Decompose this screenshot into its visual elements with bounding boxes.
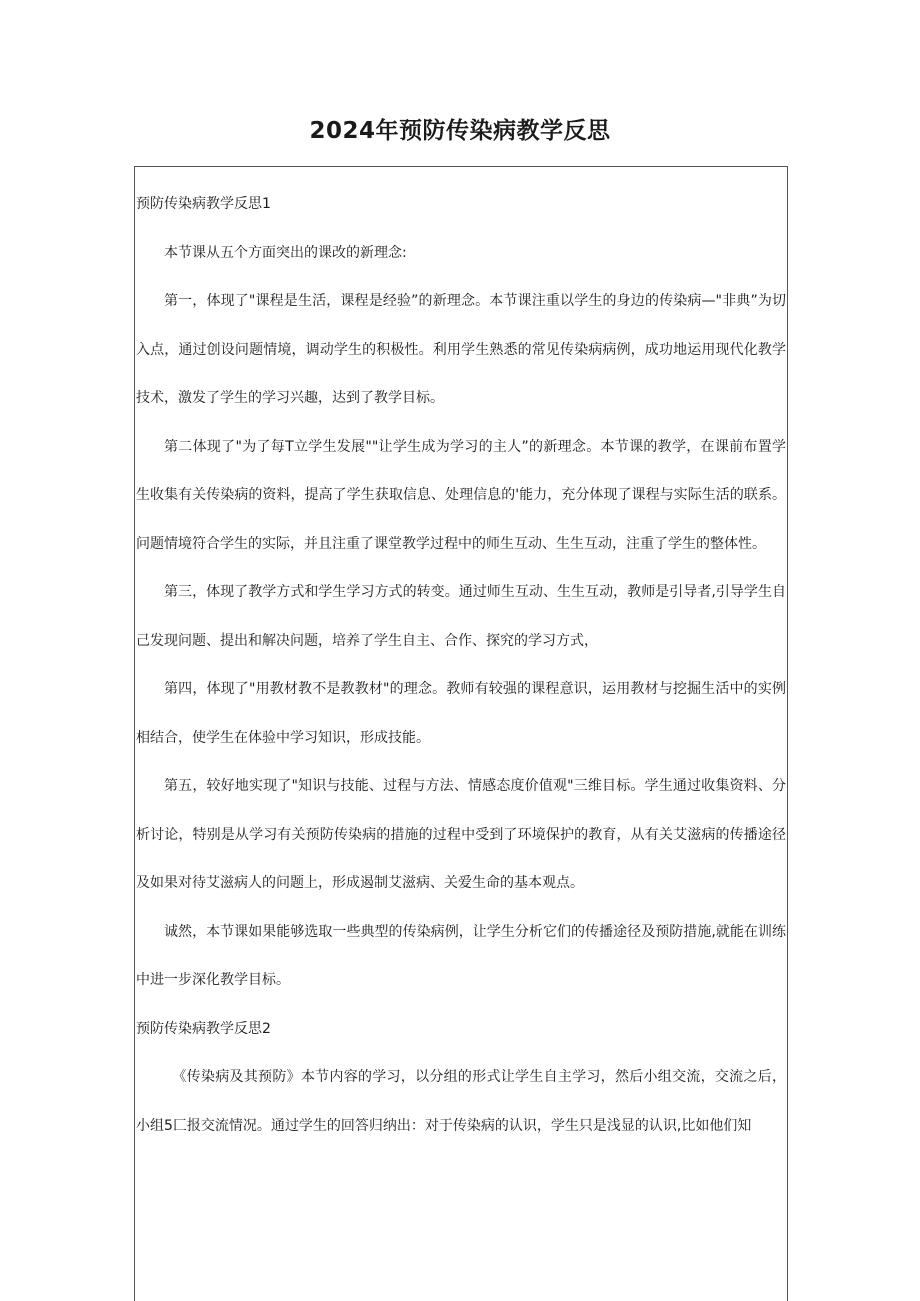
paragraph: 《传染病及其预防》本节内容的学习，以分组的形式让学生自主学习，然后小组交流，交流之后，小组5匚报交流情况。通过学生的回答归纳出：对于传染病的认识，学生只是浅显的认识,比如他们知: [136, 1069, 786, 1134]
paragraph: 本节课从五个方面突出的课改的新理念:: [164, 244, 407, 261]
paragraph: 诚然，本节课如果能够选取一些典型的传染病例，让学生分析它们的传播途径及预防措施,就能在训练中进一步深化教学目标。: [136, 923, 786, 988]
paragraph: 第三，体现了教学方式和学生学习方式的转变。通过师生互动、生生互动，教师是引导者,引导学生自己发现问题、提出和解决问题，培养了学生自主、合作、探究的学习方式，: [136, 584, 786, 649]
section-heading: 预防传染病教学反思1: [136, 196, 271, 212]
section-heading: 预防传染病教学反思2: [136, 1020, 271, 1037]
paragraph: 第四，体现了"用教材教不是教教材"的理念。教师有较强的课程意识，运用教材与挖掘生活中的实例相结合，使学生在体验中学习知识，形成技能。: [136, 681, 786, 746]
paragraph: 第一，体现了"课程是生活，课程是经验”的新理念。本节课注重以学生的身边的传染病—"非典”为切入点，通过创设问题情境，调动学生的积极性。利用学生熟悉的常见传染病病例，成功地运用现代化教学技术，激发了学生的学习兴趣，达到了教学目标。: [136, 293, 786, 406]
document-body: [136, 180, 786, 1150]
paragraph: 第二体现了"为了每T立学生发展""让学生成为学习的主人”的新理念。本节课的教学，在课前布置学生收集有关传染病的资料，提高了学生获取信息、处理信息的'能力，充分体现了课程与实际生活的联系。问题情境符合学生的实际，并且注重了课堂教学过程中的师生互动、生生互动，注重了学生的整体性。: [136, 438, 786, 552]
document-title: 2024年预防传染病教学反思: [309, 118, 611, 144]
paragraph: 第五，较好地实现了"知识与技能、过程与方法、情感态度价值观"三维目标。学生通过收集资料、分析讨论，特别是从学习有关预防传染病的措施的过程中受到了环境保护的教育，从有关艾滋病的传播途径及如果对待艾滋病人的问题上，形成遏制艾滋病、关爱生命的基本观点。: [136, 778, 786, 891]
